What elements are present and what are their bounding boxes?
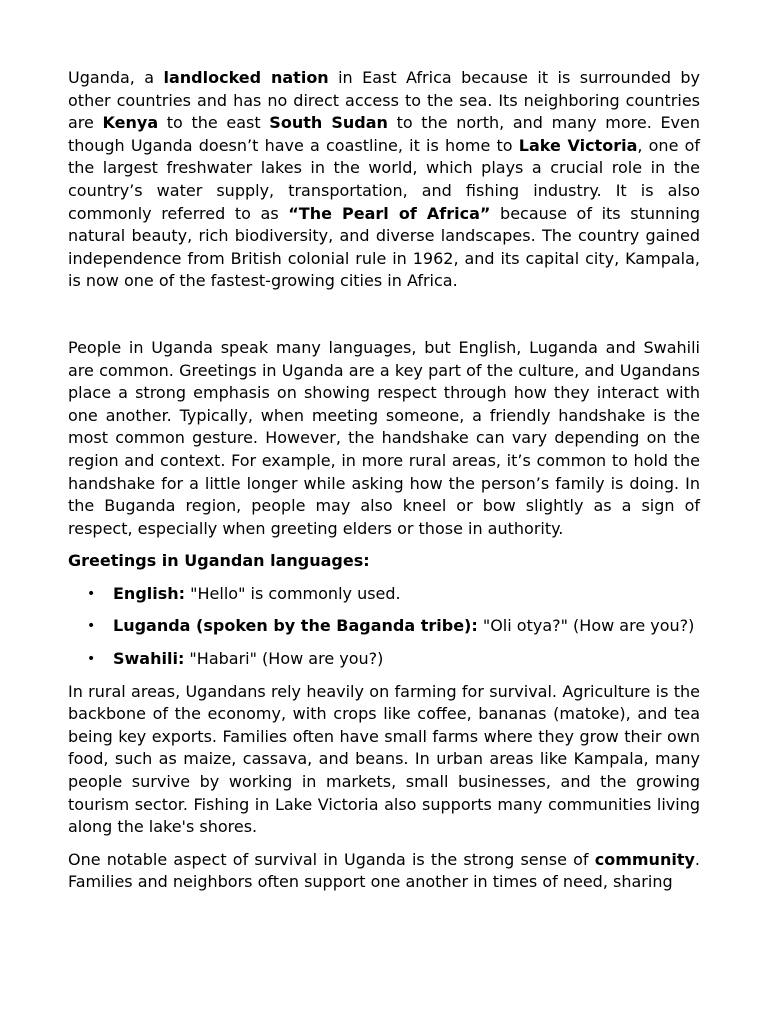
bold-community: community xyxy=(594,849,695,869)
greetings-paragraph: People in Uganda speak many languages, but English, Luganda and Swahili are common. Greetings in Uganda are a key part of the culture, and Ugandans place a strong emphasis on showing respect through how they interact with one another. Typically, when meeting someone, a friendly handshake is the most common gesture. However, the handshake can vary depending on the region and context. For example, in more rural areas, it’s common to hold the handshake for a little longer while asking how the person’s family is doing. In the Buganda region, people may also kneel or bow slightly as a sign of respect, especially when greeting elders or those in authority. xyxy=(68,337,700,538)
document-page xyxy=(68,67,700,894)
text-run: . Families and neighbors often support one another in times of need, sharing xyxy=(68,849,700,892)
list-item xyxy=(87,648,700,671)
greeting-text: "Hello" is commonly used. xyxy=(185,583,401,603)
greeting-text: "Habari" (How are you?) xyxy=(184,649,384,669)
greeting-text: "Oli otya?" (How are you?) xyxy=(477,616,695,636)
bold-south-sudan: South Sudan xyxy=(269,113,388,133)
bullet-icon: • xyxy=(87,585,96,602)
bold-pearl-of-africa: “The Pearl of Africa” xyxy=(288,203,491,223)
list-item xyxy=(87,615,700,638)
bullet-icon: • xyxy=(87,618,96,635)
text-run: to the east xyxy=(158,113,270,133)
text-run: One notable aspect of survival in Uganda is the strong sense of xyxy=(68,849,595,869)
text-run: to the north, and many more. Even though Uganda doesn’t have a coastline, it is home to xyxy=(68,113,700,155)
intro-paragraph xyxy=(68,67,700,293)
text-run: in East Africa because it is surrounded by other countries and has no direct access to the sea. Its neighboring countries are xyxy=(68,68,701,133)
greetings-heading: Greetings in Ugandan languages: xyxy=(68,551,370,571)
list-item xyxy=(87,583,700,606)
language-label: Swahili: xyxy=(113,649,185,669)
text-run: Uganda, a xyxy=(68,68,164,87)
language-label: Luganda (spoken by the Baganda tribe): xyxy=(113,616,478,636)
community-paragraph xyxy=(68,849,700,894)
bold-kenya: Kenya xyxy=(102,113,159,133)
text-run: , one of the largest freshwater lakes in the world, which plays a crucial role in the country’s water supply, transportation, and fishing industry. It is also commonly referred to as xyxy=(68,135,701,223)
text-run: because of its stunning natural beauty, rich biodiversity, and diverse landscapes. The country gained independence from British colonial rule in 1962, and its capital city, Kampala, is now one of the fastest-growing cities in Africa. xyxy=(68,203,701,291)
bullet-icon: • xyxy=(87,651,96,668)
greetings-list xyxy=(68,583,700,671)
bold-lake-victoria: Lake Victoria xyxy=(518,135,638,155)
language-label: English: xyxy=(113,583,186,603)
bold-landlocked-nation: landlocked nation xyxy=(163,68,329,87)
survival-paragraph: In rural areas, Ugandans rely heavily on farming for survival. Agriculture is the backbone of the economy, with crops like coffee, bananas (matoke), and tea being key exports. Families often have small farms where they grow their own food, such as maize, cassava, and beans. In urban areas like Kampala, many people survive by working in markets, small businesses, and the growing tourism sector. Fishing in Lake Victoria also supports many communities living along the lake's shores. xyxy=(68,681,700,837)
